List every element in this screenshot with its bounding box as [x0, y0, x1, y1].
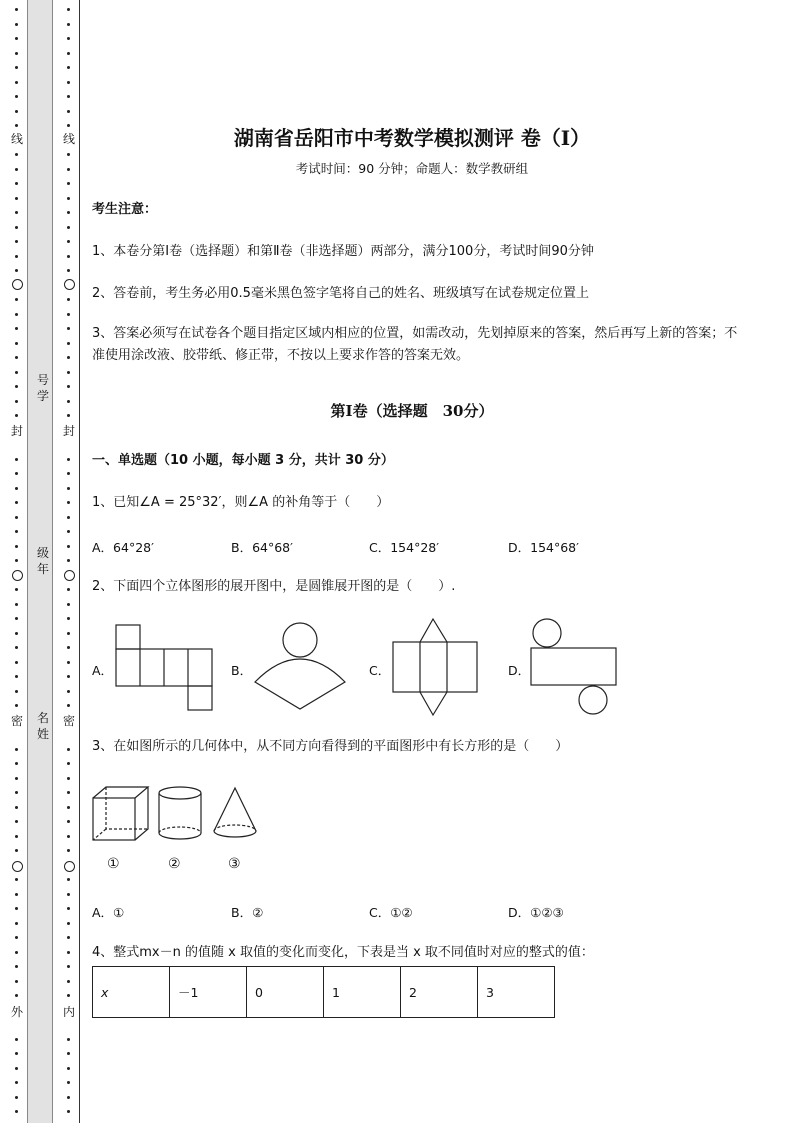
binding-dot — [67, 240, 70, 243]
cone-figure — [212, 786, 258, 842]
figure-label: ① — [107, 856, 120, 872]
binding-dot — [15, 8, 18, 11]
binding-dot — [67, 458, 70, 461]
binding-dot — [67, 182, 70, 185]
field-label-student-id: 号学 — [36, 373, 49, 403]
binding-dot — [15, 878, 18, 881]
binding-dot — [67, 791, 70, 794]
binding-margin — [0, 0, 84, 1123]
binding-dot — [15, 835, 18, 838]
binding-dot — [67, 951, 70, 954]
binding-dot — [15, 922, 18, 925]
table-cell: 3 — [478, 967, 555, 1018]
table-cell: －1 — [170, 967, 247, 1018]
margin-char-inner: 线 — [62, 132, 75, 146]
binding-dot — [15, 690, 18, 693]
q2-label-b: B． — [231, 663, 253, 678]
table-cell: 2 — [401, 967, 478, 1018]
q2-label-c: C． — [369, 663, 391, 678]
question-2-stem: 2、下面四个立体图形的展开图中，是圆锥展开图的是（ ）. — [92, 579, 456, 594]
binding-dot — [15, 385, 18, 388]
binding-dot — [15, 777, 18, 780]
binding-dot — [15, 545, 18, 548]
binding-dot — [15, 327, 18, 330]
binding-dot — [15, 197, 18, 200]
binding-dot — [67, 400, 70, 403]
binding-dot — [67, 777, 70, 780]
binding-dot — [67, 980, 70, 983]
binding-dot — [15, 95, 18, 98]
binding-dot — [67, 878, 70, 881]
binding-dot — [15, 530, 18, 533]
binding-dot — [15, 603, 18, 606]
binding-dot — [15, 226, 18, 229]
binding-dot — [15, 501, 18, 504]
binding-dot — [15, 269, 18, 272]
binding-dot — [15, 1096, 18, 1099]
binding-dot — [67, 1096, 70, 1099]
margin-char-outer: 密 — [10, 714, 23, 728]
ring-icon — [12, 861, 23, 872]
ring-icon — [64, 861, 75, 872]
binding-dot — [15, 762, 18, 765]
binding-dot — [67, 66, 70, 69]
margin-char-outer: 封 — [10, 424, 23, 438]
binding-dot — [15, 951, 18, 954]
binding-dot — [15, 414, 18, 417]
question-3-stem: 3、在如图所示的几何体中，从不同方向看得到的平面图形中有长方形的是（ ） — [92, 739, 569, 754]
binding-dot — [15, 37, 18, 40]
binding-dot — [15, 965, 18, 968]
binding-dot — [15, 704, 18, 707]
binding-dot — [67, 1038, 70, 1041]
section-title: 第Ⅰ卷（选择题 30分） — [330, 402, 494, 420]
binding-dot — [15, 400, 18, 403]
binding-dot — [15, 371, 18, 374]
notice-item: 3、答案必须写在试卷各个题目指定区域内相应的位置，如需改动，先划掉原来的答案，然后再写上新的答案；不准使用涂改液、胶带纸、修正带，不按以上要求作答的答案无效。 — [92, 326, 738, 363]
binding-dot — [15, 661, 18, 664]
binding-dot — [67, 588, 70, 591]
q2-label-d: D． — [508, 663, 531, 678]
table-cell: 0 — [247, 967, 324, 1018]
q1-option-c: C．154°28′ — [369, 540, 440, 555]
binding-dot — [67, 197, 70, 200]
binding-dot — [15, 820, 18, 823]
binding-dot — [67, 371, 70, 374]
margin-char-inner: 密 — [62, 714, 75, 728]
binding-rule — [79, 0, 80, 1123]
binding-dot — [67, 907, 70, 910]
q3-option-a: A．① — [92, 905, 125, 920]
table-cell: x — [93, 967, 170, 1018]
binding-dot — [67, 820, 70, 823]
value-table — [92, 966, 555, 1018]
table-row — [93, 967, 555, 1018]
binding-dot — [67, 153, 70, 156]
binding-dot — [67, 414, 70, 417]
binding-dot — [67, 559, 70, 562]
binding-dot — [67, 385, 70, 388]
q1-option-a: A．64°28′ — [92, 540, 154, 555]
binding-dot — [67, 835, 70, 838]
binding-dot — [15, 980, 18, 983]
margin-char-inner: 封 — [62, 424, 75, 438]
q1-option-b: B．64°68′ — [231, 540, 293, 555]
binding-dot — [67, 545, 70, 548]
binding-dot — [15, 675, 18, 678]
binding-dot — [67, 37, 70, 40]
binding-dot — [15, 1110, 18, 1113]
margin-char-inner: 内 — [62, 1005, 75, 1019]
binding-dot — [67, 327, 70, 330]
ring-icon — [64, 570, 75, 581]
binding-dot — [67, 646, 70, 649]
binding-dot — [67, 675, 70, 678]
binding-dot — [15, 342, 18, 345]
binding-dot — [67, 965, 70, 968]
binding-dot — [15, 936, 18, 939]
binding-dot — [67, 762, 70, 765]
binding-dot — [15, 110, 18, 113]
part-heading: 一、单选题（10 小题，每小题 3 分，共计 30 分） — [92, 453, 394, 468]
binding-dot — [15, 487, 18, 490]
binding-dot — [15, 23, 18, 26]
binding-dot — [67, 632, 70, 635]
binding-dot — [67, 269, 70, 272]
binding-dot — [15, 588, 18, 591]
ring-icon — [12, 570, 23, 581]
binding-dot — [67, 356, 70, 359]
binding-dot — [67, 298, 70, 301]
notice-item: 2、答卷前，考生务必用0.5毫米黑色签字笔将自己的姓名、班级填写在试卷规定位置上 — [92, 286, 589, 301]
binding-dot — [15, 153, 18, 156]
table-cell: 1 — [324, 967, 401, 1018]
binding-dot — [15, 994, 18, 997]
binding-dot — [67, 516, 70, 519]
binding-dot — [15, 124, 18, 127]
binding-dot — [67, 226, 70, 229]
q3-option-b: B．② — [231, 905, 264, 920]
figure-label: ③ — [228, 856, 241, 872]
binding-dot — [67, 52, 70, 55]
binding-dot — [15, 791, 18, 794]
field-label-name: 名姓 — [36, 711, 49, 741]
binding-dot — [67, 1110, 70, 1113]
binding-dot — [67, 1052, 70, 1055]
binding-dot — [15, 806, 18, 809]
binding-dot — [67, 936, 70, 939]
page-title: 湖南省岳阳市中考数学模拟测评 卷（Ⅰ） — [233, 126, 591, 150]
binding-dot — [67, 603, 70, 606]
binding-dot — [67, 690, 70, 693]
binding-dot — [67, 168, 70, 171]
binding-dot — [15, 1052, 18, 1055]
binding-dot — [15, 472, 18, 475]
binding-dot — [15, 748, 18, 751]
binding-dot — [15, 516, 18, 519]
binding-dot — [15, 632, 18, 635]
question-1-stem: 1、已知∠A = 25°32′，则∠A 的补角等于（ ） — [92, 495, 390, 510]
binding-dot — [15, 313, 18, 316]
binding-dot — [67, 748, 70, 751]
binding-dot — [67, 922, 70, 925]
binding-dot — [67, 342, 70, 345]
binding-dot — [67, 95, 70, 98]
q1-option-d: D．154°68′ — [508, 540, 579, 555]
binding-dot — [67, 994, 70, 997]
binding-dot — [67, 110, 70, 113]
binding-dot — [15, 646, 18, 649]
margin-char-outer: 线 — [10, 132, 23, 146]
binding-dot — [15, 458, 18, 461]
ring-icon — [12, 279, 23, 290]
binding-dot — [67, 806, 70, 809]
binding-dot — [67, 617, 70, 620]
binding-dot — [15, 907, 18, 910]
figure-label: ② — [168, 856, 181, 872]
exam-subtitle: 考试时间：90 分钟；命题人：数学教研组 — [295, 161, 529, 176]
binding-dot — [15, 1067, 18, 1070]
binding-dot — [15, 168, 18, 171]
binding-dot — [15, 211, 18, 214]
binding-dot — [67, 81, 70, 84]
binding-dot — [15, 1081, 18, 1084]
cone-net-figure — [252, 622, 352, 714]
binding-dot — [67, 893, 70, 896]
question-4-stem: 4、整式mx－n 的值随 x 取值的变化而变化，下表是当 x 取不同值时对应的整式的值： — [92, 945, 594, 960]
notice-item: 1、本卷分第Ⅰ卷（选择题）和第Ⅱ卷（非选择题）两部分，满分100分，考试时间90分钟 — [92, 244, 594, 259]
binding-dot — [15, 240, 18, 243]
binding-dot — [15, 255, 18, 258]
binding-dot — [67, 255, 70, 258]
binding-dot — [15, 617, 18, 620]
binding-dot — [15, 182, 18, 185]
binding-dot — [67, 313, 70, 316]
binding-dot — [67, 8, 70, 11]
binding-dot — [67, 530, 70, 533]
field-label-grade: 级年 — [36, 546, 49, 576]
binding-dot — [15, 893, 18, 896]
binding-dot — [15, 559, 18, 562]
binding-dot — [15, 298, 18, 301]
binding-dot — [15, 81, 18, 84]
notice-heading: 考生注意： — [92, 202, 158, 217]
binding-dot — [67, 211, 70, 214]
binding-dot — [67, 1081, 70, 1084]
binding-dot — [15, 849, 18, 852]
q3-option-d: D．①②③ — [508, 905, 564, 920]
q2-label-a: A． — [92, 663, 114, 678]
binding-dot — [67, 487, 70, 490]
binding-dot — [67, 23, 70, 26]
binding-dot — [67, 661, 70, 664]
binding-dot — [67, 472, 70, 475]
binding-dot — [67, 704, 70, 707]
cube-figure — [92, 786, 152, 842]
cube-net-figure — [114, 624, 214, 710]
ring-icon — [64, 279, 75, 290]
binding-dot — [67, 124, 70, 127]
margin-char-outer: 外 — [10, 1005, 23, 1019]
cylinder-figure — [158, 786, 204, 842]
binding-dot — [67, 1067, 70, 1070]
binding-dot — [15, 52, 18, 55]
q3-option-c: C．①② — [369, 905, 413, 920]
binding-dot — [15, 1038, 18, 1041]
cylinder-net-figure — [530, 618, 620, 718]
binding-dot — [67, 501, 70, 504]
binding-dot — [15, 66, 18, 69]
binding-dot — [67, 849, 70, 852]
prism-net-figure — [392, 618, 482, 718]
binding-dot — [15, 356, 18, 359]
